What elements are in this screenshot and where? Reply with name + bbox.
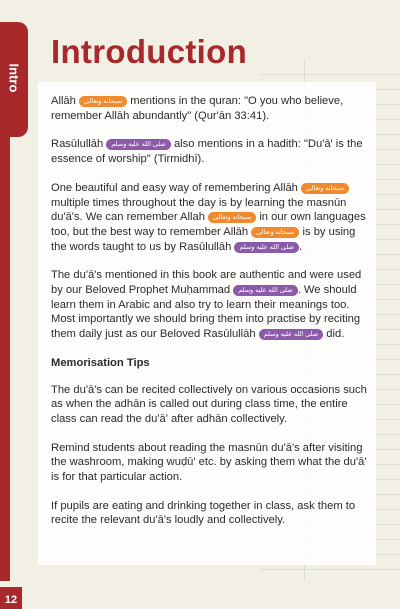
saw-honorific-badge: صلى الله عليه وسلم bbox=[106, 139, 170, 150]
body-text bbox=[51, 94, 373, 542]
saw-honorific-badge: صلى الله عليه وسلم bbox=[234, 242, 298, 253]
swt-honorific-badge: سبحانه وتعالى bbox=[301, 183, 349, 194]
swt-honorific-badge: سبحانه وتعالى bbox=[208, 212, 256, 223]
paragraph-4: The du'ā's mentioned in this book are authentic and were used by our Beloved Prophet Muḥammad صلى الله عليه وسلم . We should learn them in Arabic and also try to learn their meanings too. Most importantly we should bring them into practise by reciting them daily just as our Beloved Rasūlullāh صلى الله عليه وسلم did. bbox=[51, 269, 362, 341]
paragraph-3: One beautiful and easy way of remembering Allāh سبحانه وتعالى multiple times throughout the day is by learning the masnūn du'ā's. We can remember Allah سبحانه وتعالى in our own languages too, but the best way to remember Allāh سبحانه وتعالى is by using the words taught to us by Rasūlullāh صلى الله عليه وسلم . bbox=[51, 181, 366, 253]
section-tab bbox=[0, 22, 28, 137]
memorisation-tips-heading: Memorisation Tips bbox=[51, 356, 150, 369]
swt-honorific-badge: سبحانه وتعالى bbox=[79, 96, 127, 107]
page-title: Introduction bbox=[51, 33, 248, 70]
page-number: 12 bbox=[4, 594, 18, 606]
paragraph-2: Rasūlullāh صلى الله عليه وسلم also mentions in a hadith: "Du'ā' is the essence of worship" (Tirmidhī). bbox=[51, 138, 363, 166]
paragraph-7: If pupils are eating and drinking together in class, ask them to recite the relevant du'ā's loudly and collectively. bbox=[51, 499, 356, 527]
paragraph-5: The du'ā's can be recited collectively on various occasions such as when the adhān is called out during class time, the entire class can read the du'ā' after adhān collectively. bbox=[51, 383, 367, 425]
side-accent-strip bbox=[0, 137, 10, 581]
paragraph-6: Remind students about reading the masnūn du'ā's after visiting the washroom, making wuḍū' etc. by asking them what the du'ā' is for that particular action. bbox=[51, 441, 367, 484]
paragraph-1: Allāh سبحانه وتعالى mentions in the quran: "O you who believe, remember Allāh abundantly" (Qur'ān 33:41). bbox=[51, 95, 344, 122]
saw-honorific-badge: صلى الله عليه وسلم bbox=[259, 329, 323, 340]
section-tab-label: Intro bbox=[6, 63, 22, 93]
saw-honorific-badge: صلى الله عليه وسلم bbox=[233, 285, 297, 296]
swt-honorific-badge: سبحانه وتعالى bbox=[251, 227, 299, 238]
